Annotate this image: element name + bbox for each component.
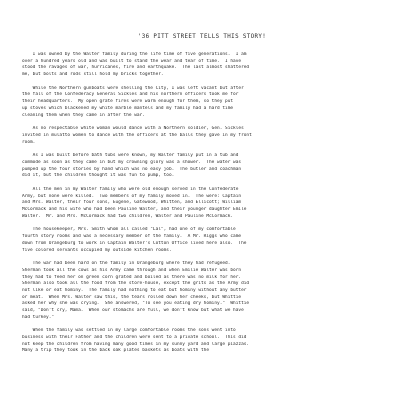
text-line: invited in mulatto women to dance with the officers at the balls they gave in my front [22,132,252,138]
text-line: fourth story rooms and was a necessary member of the family. A Mr. Riggs who came [22,234,242,240]
paragraph [22,52,382,79]
text-line: All the men in my Walter family who were old enough served in the Confederate [22,187,239,192]
text-line: cleaning them when they came in after the war. [22,112,145,118]
paragraph [22,126,382,146]
text-line: Army, but none were killed. Two members of my family moved in. The were: Captain [22,193,242,199]
text-line: room. [22,139,36,145]
document-title: '36 PITT STREET TELLS THIS STORY! [137,34,267,40]
text-line: said, "Don't cry, Mama. When our stomachs are full, we don't know but what we have [22,308,244,313]
text-line: McCormack and his wife who had been Pauline Walter, and their younger daughter Emile [22,207,247,213]
text-line: As no respectable white woman would dance with a Northern soldier, Gen. Sickles [22,126,244,132]
text-line: As I was built before bath tubs were known, my Walter family put in a tub and [22,153,239,159]
paragraph [22,187,382,220]
paragraph [22,328,382,355]
paragraph [22,153,382,180]
text-line: the fall of the Confederacy General Sickles and his northern officers took me for [22,92,239,98]
text-line: or meat. When Mrs. Walter saw this, the tears rolled down her cheeks, but Whittie [22,294,242,300]
text-line: Walter. Mr. and Mrs. McCormack had two children, Walter and Pauline McCormack. [22,213,234,219]
text-line: me, but bolts and rods still hold my bricks together. [22,72,164,78]
text-line: up stoves which blackened my white marble mantels and my family had a hard time [22,105,234,111]
document-body [22,52,382,355]
text-line: they had to feed her on green corn grated and boiled as there was no milk for her. [22,274,242,280]
text-line: over a hundred years old and was built to stand the wear and tear of time. I have [22,58,242,64]
paragraph [22,227,382,254]
text-line: stood the ravages of war, hurricanes, fire and earthquake. The last almost shattered [22,65,250,71]
text-line: The war had been hard on the family in Orangeburg where they had refugeed. [22,261,231,267]
text-line: Sherman also took all the food from the store-house, except the grits as the Army did [22,281,250,287]
text-line: did it, but the children thought it was fun to pump, too. [22,173,175,179]
text-line: asked her why she was crying. She answered, "To see you eating dry hominy." Whittie [22,301,250,307]
text-line: commode as soon as they came in but my crowning glory was a shower. The water was [22,159,242,165]
text-line: and Mrs. Walter, their four sons, Eugene, Gatewood, Whitten, and Ellicott; William [22,200,242,206]
text-line: not keep the children from having many good times in my sunny yard and large piazzas. [22,341,250,347]
text-line: The housekeeper, Mrs. Smith whom all called "Lal", had one of my comfortable [22,227,236,233]
paragraph [22,86,382,119]
text-line: Sherman took all the cows as his Army came through and when Emilie Walter was born [22,267,242,273]
text-line: their headquarters. My open grate fires were warm enough for them, so they put [22,99,234,105]
text-line: not like or eat hominy. The family had nothing to eat but hominy without any butter [22,287,247,293]
text-line: five colored servants occupied my outside kitchen rooms. [22,247,172,253]
text-line: pumped up the four stories by hand which was no easy job. The butler and coachman [22,166,242,172]
paragraph [22,261,382,321]
text-line: had turkey." [22,314,55,320]
text-line: When the family was settled in my large comfortable rooms the sons went into [22,328,236,334]
text-line: business with their Father and the children were sent to a private school. This did [22,335,247,341]
text-line: Many a trip they took in the back oak plates baskets as boats with the [22,348,210,354]
text-line: down from Orangeburg to work in Captain Walter's Cotton Office lived here also. The [22,240,247,246]
text-line: I was owned by the Walter family during the life time of five generations. I am [22,52,247,57]
text-line: While the Northern gunboats were shelling the City, I was left vacant but after [22,85,244,91]
